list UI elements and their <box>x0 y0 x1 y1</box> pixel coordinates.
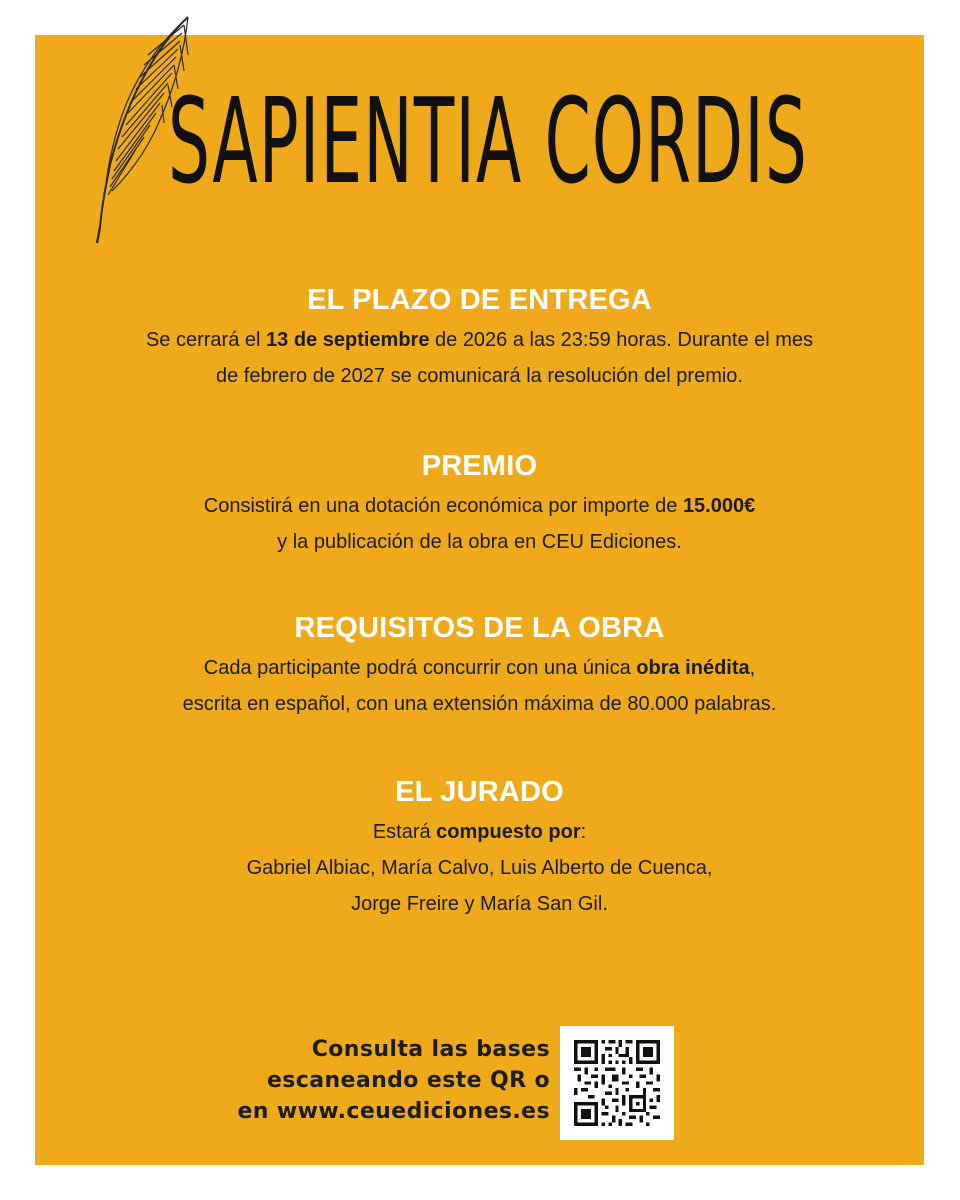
text-fragment: Estará <box>372 821 437 843</box>
consulta-link[interactable]: en www.ceuediciones.es <box>237 1099 550 1124</box>
consulta-line: escaneando este QR o <box>266 1068 550 1093</box>
section-plazo <box>35 278 924 394</box>
text-fragment: de 2026 a las 23:59 horas. Durante el mes <box>429 329 814 351</box>
section-text <box>35 322 924 394</box>
section-requisitos <box>35 606 924 722</box>
text-fragment: Jorge Freire y María San Gil. <box>351 893 608 915</box>
page-title <box>168 82 828 192</box>
qr-code[interactable] <box>560 1026 674 1140</box>
text-bold-fragment: obra inédita <box>636 657 750 679</box>
section-text <box>35 488 924 560</box>
text-fragment: Consistirá en una dotación económica por importe de <box>203 495 683 517</box>
text-fragment: Se cerrará el <box>145 329 267 351</box>
section-heading: PREMIO <box>421 450 538 482</box>
section-text <box>35 650 924 722</box>
text-bold-fragment: 15.000€ <box>682 495 756 517</box>
consulta-line: Consulta las bases <box>311 1037 550 1062</box>
text-fragment: , <box>749 657 756 679</box>
section-heading: EL JURADO <box>395 776 564 808</box>
text-fragment: Cada participante podrá concurrir con una única <box>203 657 637 679</box>
text-fragment: escrita en español, con una extensión máxima de 80.000 palabras. <box>182 693 777 715</box>
text-fragment: : <box>580 821 587 843</box>
section-heading: EL PLAZO DE ENTREGA <box>307 284 652 316</box>
text-bold-fragment: compuesto por <box>436 821 581 843</box>
page-title-text: SAPIENTIA CORDIS <box>168 82 808 192</box>
text-bold-fragment: 13 de septiembre <box>266 329 430 351</box>
section-heading: REQUISITOS DE LA OBRA <box>294 612 665 644</box>
text-fragment: de febrero de 2027 se comunicará la resolución del premio. <box>216 365 743 387</box>
section-text <box>35 814 924 922</box>
text-fragment: y la publicación de la obra en CEU Ediciones. <box>277 531 682 553</box>
qr-code-icon <box>574 1040 660 1126</box>
text-fragment: Gabriel Albiac, María Calvo, Luis Alberto de Cuenca, <box>246 857 713 879</box>
section-premio <box>35 444 924 560</box>
section-jurado <box>35 770 924 922</box>
consulta-bases-text <box>200 1034 550 1127</box>
